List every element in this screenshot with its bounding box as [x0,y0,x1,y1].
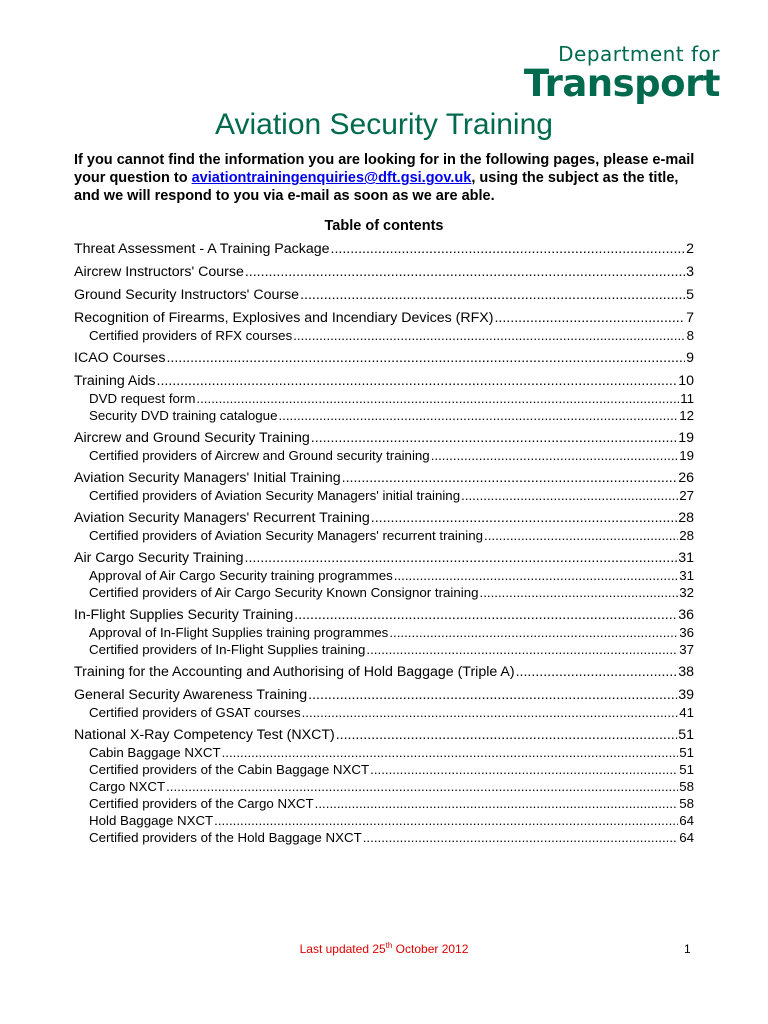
intro-text-before: If you cannot find the information you are looking for in the following pages, please e-mail your question to [74,152,695,186]
toc-dot-leader [311,429,677,447]
toc-entry-title: Certified providers of Aviation Security Managers' recurrent training [89,528,483,543]
toc-subentry[interactable] [74,567,694,584]
toc-entry-page: 9 [686,350,694,366]
toc-subentry[interactable] [74,584,694,601]
toc-dot-leader [363,829,678,846]
toc-entry-title: Certified providers of the Cabin Baggage NXCT [89,762,370,777]
toc-entry-page: 36 [678,607,694,623]
toc-dot-leader [484,527,678,544]
toc-dot-leader [302,704,679,721]
toc-dot-leader [214,812,678,829]
toc-subentry[interactable] [74,407,694,424]
page-title: Aviation Security Training [215,108,553,141]
intro-paragraph [74,151,704,205]
toc-entry-title: Certified providers of GSAT courses [89,705,301,720]
toc-entry-page: 28 [678,510,694,526]
toc-entry[interactable] [74,429,694,447]
toc-entry-page: 27 [679,488,694,503]
toc-dot-leader [431,447,679,464]
toc-dot-leader [480,584,679,601]
toc-entry-page: 36 [679,625,694,640]
toc-entry[interactable] [74,606,694,624]
toc-dot-leader [336,726,678,744]
toc-entry-page: 32 [679,585,694,600]
toc-dot-leader [294,606,677,624]
toc-entry-page: 64 [679,830,694,845]
toc-entry-page: 19 [678,430,694,446]
toc-entry-title: Recognition of Firearms, Explosives and Incendiary Devices (RFX) [74,310,494,326]
toc-dot-leader [278,407,678,424]
toc-entry-page: 3 [686,264,694,280]
toc-entry-page: 38 [678,664,694,680]
toc-entry-page: 12 [679,408,694,423]
toc-entry[interactable] [74,469,694,487]
toc-entry-title: Certified providers of Aviation Security Managers' initial training [89,488,461,503]
toc-subentry[interactable] [74,812,694,829]
toc-dot-leader [516,663,678,681]
toc-entry-page: 11 [680,391,694,406]
toc-subentry[interactable] [74,704,694,721]
toc-subentry[interactable] [74,447,694,464]
table-of-contents [74,240,694,846]
toc-subentry[interactable] [74,390,694,407]
toc-entry-page: 2 [686,241,694,257]
toc-entry-page: 31 [678,550,694,566]
toc-entry-page: 58 [679,796,694,811]
toc-entry-title: Approval of Air Cargo Security training programmes [89,568,393,583]
footer-superscript: th [385,941,393,950]
toc-entry-page: 5 [686,287,694,303]
dft-logo [523,42,720,105]
toc-subentry[interactable] [74,829,694,846]
toc-entry-page: 39 [678,687,694,703]
toc-entry[interactable] [74,349,694,367]
toc-entry[interactable] [74,686,694,704]
toc-entry-title: Hold Baggage NXCT [89,813,214,828]
toc-entry-title: Security DVD training catalogue [89,408,278,423]
toc-entry-title: Cabin Baggage NXCT [89,745,221,760]
toc-heading: Table of contents [324,218,444,234]
toc-entry-title: ICAO Courses [74,350,166,366]
toc-entry-title: Aircrew Instructors' Course [74,264,244,280]
toc-entry[interactable] [74,726,694,744]
toc-dot-leader [315,795,679,812]
toc-dot-leader [196,390,679,407]
toc-entry[interactable] [74,286,694,304]
toc-entry-title: Aviation Security Managers' Recurrent Training [74,510,370,526]
toc-dot-leader [370,761,678,778]
toc-entry-page: 26 [678,470,694,486]
toc-entry-page: 37 [679,642,694,657]
toc-dot-leader [245,263,685,281]
toc-subentry[interactable] [74,641,694,658]
toc-subentry[interactable] [74,327,694,344]
toc-subentry[interactable] [74,527,694,544]
toc-subentry[interactable] [74,487,694,504]
toc-entry-page: 51 [678,727,694,743]
toc-dot-leader [166,778,678,795]
toc-entry-title: Air Cargo Security Training [74,550,244,566]
email-link[interactable]: aviationtrainingenquiries@dft.gsi.gov.uk [191,170,472,186]
toc-entry[interactable] [74,240,694,258]
toc-entry-title: Certified providers of RFX courses [89,328,293,343]
toc-entry-title: Training Aids [74,373,156,389]
toc-entry-page: 19 [679,448,694,463]
toc-dot-leader [166,349,685,367]
toc-dot-leader [245,549,678,567]
page-number: 1 [684,942,691,956]
toc-dot-leader [342,469,678,487]
logo-line-2: Transport [523,62,720,105]
toc-entry-title: Certified providers of Aircrew and Ground security training [89,448,430,463]
toc-entry-title: Aircrew and Ground Security Training [74,430,310,446]
toc-entry-title: National X-Ray Competency Test (NXCT) [74,727,335,743]
toc-subentry[interactable] [74,744,694,761]
toc-entry-title: Threat Assessment - A Training Package [74,241,330,257]
toc-subentry[interactable] [74,624,694,641]
toc-entry-title: Ground Security Instructors' Course [74,287,300,303]
toc-entry-page: 51 [679,745,694,760]
toc-entry-title: Certified providers of Air Cargo Security Known Consignor training [89,585,479,600]
toc-entry-page: 28 [679,528,694,543]
toc-entry-title: Certified providers of the Hold Baggage NXCT [89,830,362,845]
toc-entry-page: 10 [678,373,694,389]
toc-subentry[interactable] [74,778,694,795]
toc-dot-leader [371,509,677,527]
toc-entry[interactable] [74,663,694,681]
toc-dot-leader [461,487,678,504]
toc-entry-page: 8 [686,328,694,343]
logo-line-1: Department for [558,42,720,66]
toc-entry-title: Approval of In-Flight Supplies training programmes [89,625,389,640]
toc-dot-leader [331,240,686,258]
toc-subentry[interactable] [74,795,694,812]
intro-text-after: , using the subject as the title, and we will respond to you via e-mail as soon as we are able. [74,170,679,204]
toc-entry[interactable] [74,263,694,281]
footer-text-after: October 2012 [392,942,469,956]
toc-dot-leader [293,327,685,344]
toc-entry-title: Cargo NXCT [89,779,166,794]
toc-dot-leader [366,641,678,658]
toc-entry-page: 64 [679,813,694,828]
toc-dot-leader [222,744,679,761]
toc-entry[interactable] [74,509,694,527]
toc-dot-leader [389,624,678,641]
toc-entry-title: Aviation Security Managers' Initial Training [74,470,341,486]
footer-text-before: Last updated 25 [299,942,386,956]
toc-dot-leader [394,567,678,584]
toc-entry[interactable] [74,372,694,390]
toc-entry-title: General Security Awareness Training [74,687,308,703]
toc-dot-leader [308,686,677,704]
toc-entry-page: 31 [679,568,694,583]
toc-dot-leader [494,309,685,327]
toc-entry-title: Certified providers of the Cargo NXCT [89,796,314,811]
footer-last-updated [0,941,768,956]
toc-entry[interactable] [74,549,694,567]
toc-dot-leader [300,286,685,304]
toc-subentry[interactable] [74,761,694,778]
toc-entry-title: Training for the Accounting and Authorising of Hold Baggage (Triple A) [74,664,515,680]
toc-entry[interactable] [74,309,694,327]
toc-entry-title: Certified providers of In-Flight Supplies training [89,642,366,657]
toc-entry-page: 7 [686,310,694,326]
toc-entry-page: 51 [679,762,694,777]
toc-entry-page: 41 [679,705,694,720]
toc-entry-page: 58 [679,779,694,794]
toc-entry-title: DVD request form [89,391,196,406]
toc-entry-title: In-Flight Supplies Security Training [74,607,294,623]
toc-dot-leader [157,372,678,390]
